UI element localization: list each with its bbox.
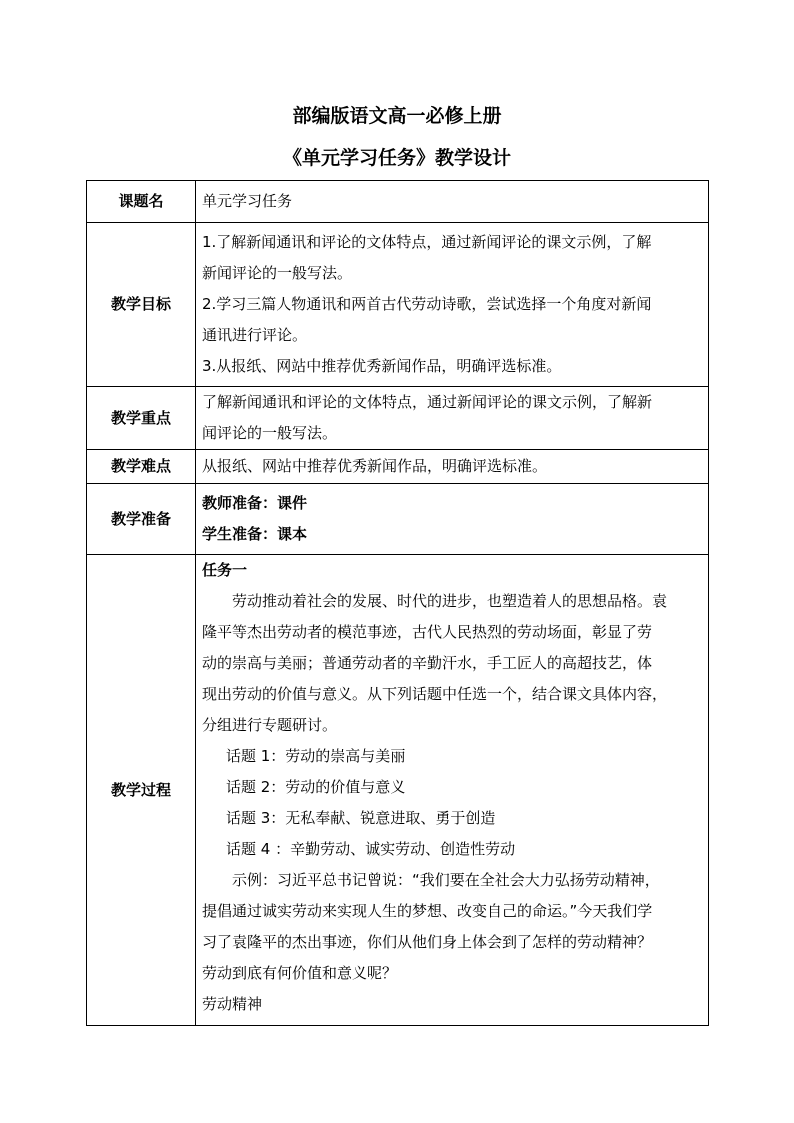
lesson-plan-table <box>86 180 709 1026</box>
row-difficulty <box>87 450 709 484</box>
intro-line: 分组进行专题研讨。 <box>202 716 338 734</box>
row-goals <box>87 223 709 387</box>
goal-line: 1.了解新闻通讯和评论的文体特点，通过新闻评论的课文示例，了解 <box>202 233 652 251</box>
goal-line: 通讯进行评论。 <box>202 326 308 344</box>
focus-line: 闻评论的一般写法。 <box>202 424 338 442</box>
value-focus <box>196 387 709 450</box>
document-subtitle: 《单元学习任务》教学设计 <box>282 147 511 169</box>
row-focus <box>87 387 709 450</box>
intro-line: 劳动推动着社会的发展、时代的进步，也塑造着人的思想品格。袁 <box>232 592 668 610</box>
topic-item: 话题 4 ：辛勤劳动、诚实劳动、创造性劳动 <box>226 840 516 858</box>
topic-item: 话题 3：无私奉献、锐意进取、勇于创造 <box>226 809 496 827</box>
example-line: 习了袁隆平的杰出事迹，你们从他们身上体会到了怎样的劳动精神？ <box>202 933 653 951</box>
row-topic <box>87 181 709 223</box>
label-goals: 教学目标 <box>87 223 196 387</box>
topic-item: 话题 2：劳动的价值与意义 <box>226 778 406 796</box>
label-difficulty: 教学难点 <box>87 450 196 484</box>
value-topic: 单元学习任务 <box>196 181 709 223</box>
teacher-preparation: 教师准备：课件 <box>202 494 308 512</box>
example-line: 劳动到底有何价值和意义呢？ <box>202 964 398 982</box>
value-process <box>196 555 709 1026</box>
task-title: 任务一 <box>202 561 248 579</box>
value-preparation <box>196 484 709 555</box>
label-focus: 教学重点 <box>87 387 196 450</box>
intro-line: 动的崇高与美丽；普通劳动者的辛勤汗水，手工匠人的高超技艺，体 <box>202 654 653 672</box>
intro-line: 隆平等杰出劳动者的模范事迹，古代人民热烈的劳动场面，彰显了劳 <box>202 623 653 641</box>
example-line: 提倡通过诚实劳动来实现人生的梦想、改变自己的命运。”今天我们学 <box>202 902 653 920</box>
goal-line: 新闻评论的一般写法。 <box>202 264 353 282</box>
row-preparation <box>87 484 709 555</box>
example-line: 劳动精神 <box>202 995 263 1013</box>
row-process <box>87 555 709 1026</box>
focus-line: 了解新闻通讯和评论的文体特点，通过新闻评论的课文示例，了解新 <box>202 393 653 411</box>
value-difficulty: 从报纸、网站中推荐优秀新闻作品，明确评选标准。 <box>196 450 709 484</box>
label-process: 教学过程 <box>87 555 196 1026</box>
label-topic: 课题名 <box>87 181 196 223</box>
example-line: 示例：习近平总书记曾说：“我们要在全社会大力弘扬劳动精神， <box>232 871 660 889</box>
student-preparation: 学生准备：课本 <box>202 525 308 543</box>
document-title: 部编版语文高一必修上册 <box>292 105 502 127</box>
value-goals <box>196 223 709 387</box>
goal-line: 2.学习三篇人物通讯和两首古代劳动诗歌，尝试选择一个角度对新闻 <box>202 295 652 313</box>
label-preparation: 教学准备 <box>87 484 196 555</box>
goal-line: 3.从报纸、网站中推荐优秀新闻作品，明确评选标准。 <box>202 357 562 375</box>
topic-item: 话题 1：劳动的崇高与美丽 <box>226 747 406 765</box>
intro-line: 现出劳动的价值与意义。从下列话题中任选一个，结合课文具体内容， <box>202 685 668 703</box>
